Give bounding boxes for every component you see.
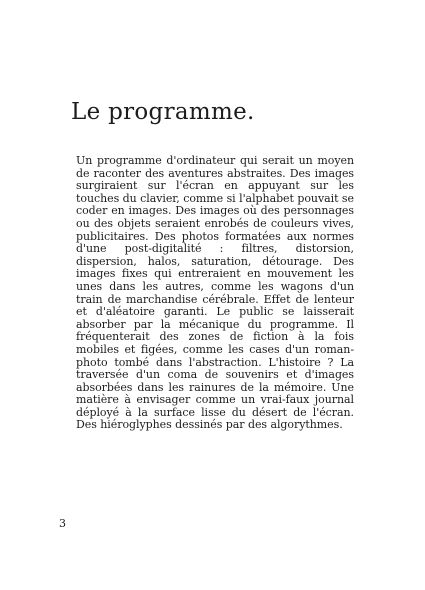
- page-number: 3: [59, 517, 66, 530]
- body-paragraph: Un programme d'ordinateur qui serait un moyen de raconter des aventures abstraites. Des images surgiraient sur l'écran en appuyant sur les touches du clavier, comme si l'alphabet pouvait se coder en images. Des images où des personnages ou des objets seraient enrobés de couleurs vives, publicitaires. Des photos formatées aux normes d'une post-digitalité : filtres, distorsion, dispersion, halos, saturation, détourage. Des images fixes qui entreraient en mouvement les unes dans les autres, comme les wagons d'un train de marchandise cérébrale. Effet de lenteur et d'aléatoire garanti. Le public se laisserait absorber par la mécanique du programme. Il fréquenterait des zones de fiction à la fois mobiles et figées, comme les cases d'un roman-photo tombé dans l'abstraction. L'histoire ? La traversée d'un coma de souvenirs et d'images absorbées dans les rainures de la mémoire. Une matière à envisager comme un vrai-faux journal déployé à la surface lisse du désert de l'écran. Des hiéroglyphes dessinés par des algorythmes.: [76, 154, 354, 432]
- page-title: Le programme.: [71, 99, 255, 125]
